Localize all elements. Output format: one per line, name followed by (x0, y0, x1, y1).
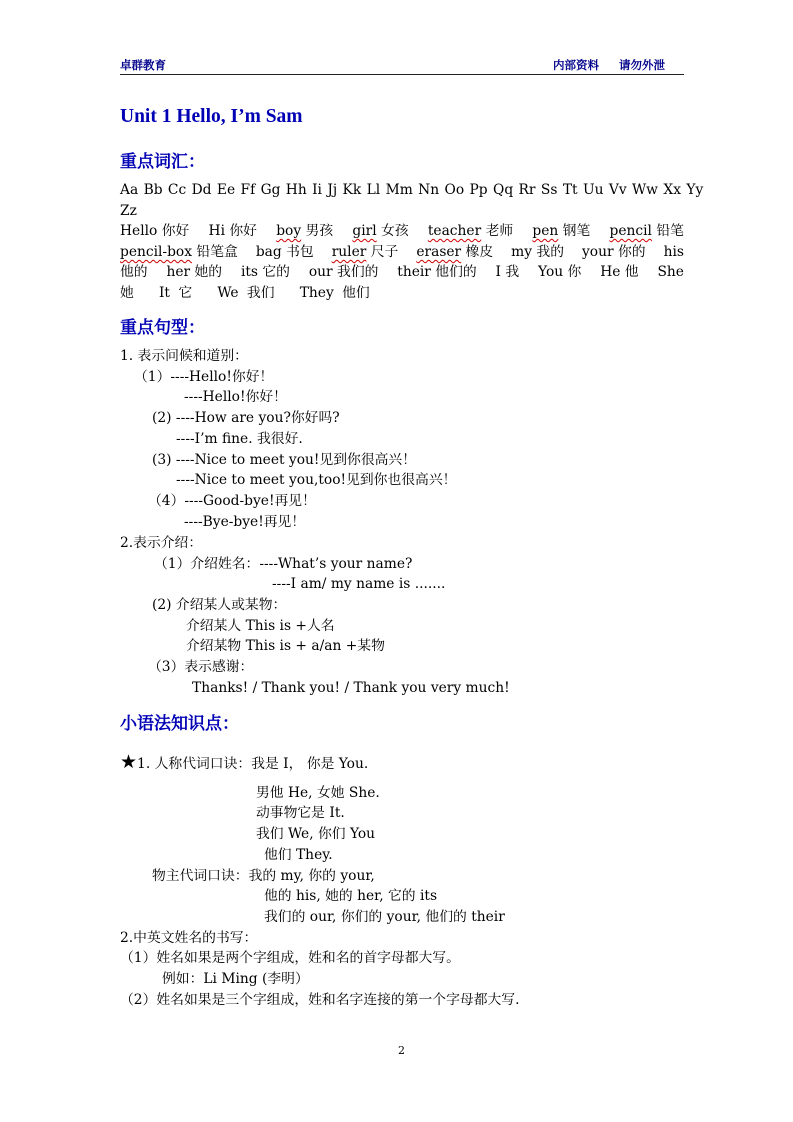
header-label-confidential: 请勿外泄 (619, 58, 665, 72)
vocab-item: ruler 尺子 (331, 244, 399, 260)
vocab-row-4 (120, 283, 370, 303)
alphabet-line: Aa Bb Cc Dd Ee Ff Gg Hh Ii Jj Kk Ll Mm Nn Oo Pp Qq Rr Ss Tt Uu Vv Ww Xx Yy (120, 182, 704, 198)
sentence-line: ----I am/ my name is ....... (272, 576, 446, 592)
grammar-line-1: ★1. 人称代词口诀：我是 I， 你是 You. (120, 751, 369, 773)
vocab-item: I 我 (495, 264, 520, 280)
alphabet-line-cont: Zz (120, 203, 137, 219)
vocab-item: our 我们的 (308, 264, 379, 280)
vocab-item: bag 书包 (255, 244, 314, 260)
vocab-item: boy 男孩 (276, 223, 334, 239)
sentence-line: （1）----Hello!你好！ (134, 369, 274, 385)
vocab-item: He 他 (600, 264, 639, 280)
grammar-line: 他们 They. (264, 847, 333, 863)
vocab-heading: 重点词汇： (120, 152, 205, 172)
sentence-line: (2) 介绍某人或某物： (152, 597, 287, 613)
vocab-item: teacher 老师 (427, 223, 514, 239)
header-org: 卓群教育 (120, 58, 166, 72)
vocab-item: eraser 橡皮 (416, 244, 494, 260)
vocab-row-2 (120, 242, 684, 262)
sentence-line: ----Hello!你好！ (184, 389, 287, 405)
vocab-item: pen 钢笔 (532, 223, 591, 239)
vocab-row-1 (120, 221, 684, 241)
grammar-line: 男他 He, 女她 She. (256, 785, 380, 801)
vocab-item: their 他们的 (397, 264, 477, 280)
vocab-item: We 我们 (217, 285, 275, 301)
sentence-line: 1. 表示问候和道别： (120, 348, 248, 364)
grammar-line: 我们的 our, 你们的 your, 他们的 their (264, 909, 505, 925)
vocab-item: pencil-box 铅笔盒 (120, 244, 238, 260)
header-label-internal: 内部资料 (553, 58, 599, 72)
grammar-line: （1）姓名如果是两个字组成，姓和名的首字母都大写。 (120, 950, 460, 966)
sentence-line: ----I’m fine. 我很好. (176, 431, 303, 447)
page-number: 2 (398, 1044, 405, 1057)
sentence-line: Thanks! / Thank you! / Thank you very much! (192, 680, 510, 696)
grammar-line: 2.中英文姓名的书写： (120, 930, 258, 946)
sentences-heading: 重点句型： (120, 318, 205, 338)
grammar-line: 例如：Li Ming (李明） (162, 971, 309, 987)
sentence-line: （1）介绍姓名：----What’s your name? (154, 556, 413, 572)
grammar-line: （2）姓名如果是三个字组成，姓和名字连接的第一个字母都大写. (120, 992, 520, 1008)
grammar-heading: 小语法知识点： (120, 714, 239, 734)
vocab-item: She (657, 264, 684, 280)
sentence-line: ----Bye-bye!再见！ (184, 514, 306, 530)
vocab-item: It 它 (158, 285, 193, 301)
vocab-item: your 你的 (582, 244, 646, 260)
vocab-item: her 她的 (166, 264, 223, 280)
grammar-line: 我们 We, 你们 You (256, 826, 376, 842)
vocab-row-3 (120, 262, 684, 282)
star-icon: ★ (120, 751, 138, 773)
header-rule (120, 74, 684, 75)
sentence-line: （3）表示感谢： (148, 659, 254, 675)
vocab-item: pencil 铅笔 (609, 223, 684, 239)
vocab-item: his (663, 244, 684, 260)
vocab-item: my 我的 (511, 244, 564, 260)
vocab-item: You 你 (538, 264, 582, 280)
grammar-line: 他的 his, 她的 her, 它的 its (264, 888, 438, 904)
sentence-line: ----Nice to meet you,too!见到你也很高兴！ (176, 472, 457, 488)
sentence-line: (2) ----How are you?你好吗? (152, 410, 340, 426)
sentence-line: 介绍某物 This is + a/an +某物 (186, 638, 385, 654)
sentence-line: 介绍某人 This is +人名 (186, 618, 335, 634)
vocab-item: girl 女孩 (352, 223, 409, 239)
grammar-line: 动事物它是 It. (256, 805, 345, 821)
sentence-line: (3) ----Nice to meet you!见到你很高兴！ (152, 452, 417, 468)
unit-title: Unit 1 Hello, I’m Sam (120, 106, 303, 127)
vocab-item: They 他们 (299, 285, 370, 301)
vocab-item: its 它的 (240, 264, 290, 280)
grammar-line: 物主代词口诀：我的 my, 你的 your, (152, 868, 375, 884)
vocab-item: 他的 (120, 264, 148, 280)
sentence-line: （4）----Good-bye!再见！ (148, 493, 316, 509)
vocab-item: Hi 你好 (208, 223, 257, 239)
vocab-item: 她 (120, 285, 134, 301)
vocab-item: Hello 你好 (120, 223, 190, 239)
sentence-line: 2.表示介绍： (120, 535, 203, 551)
